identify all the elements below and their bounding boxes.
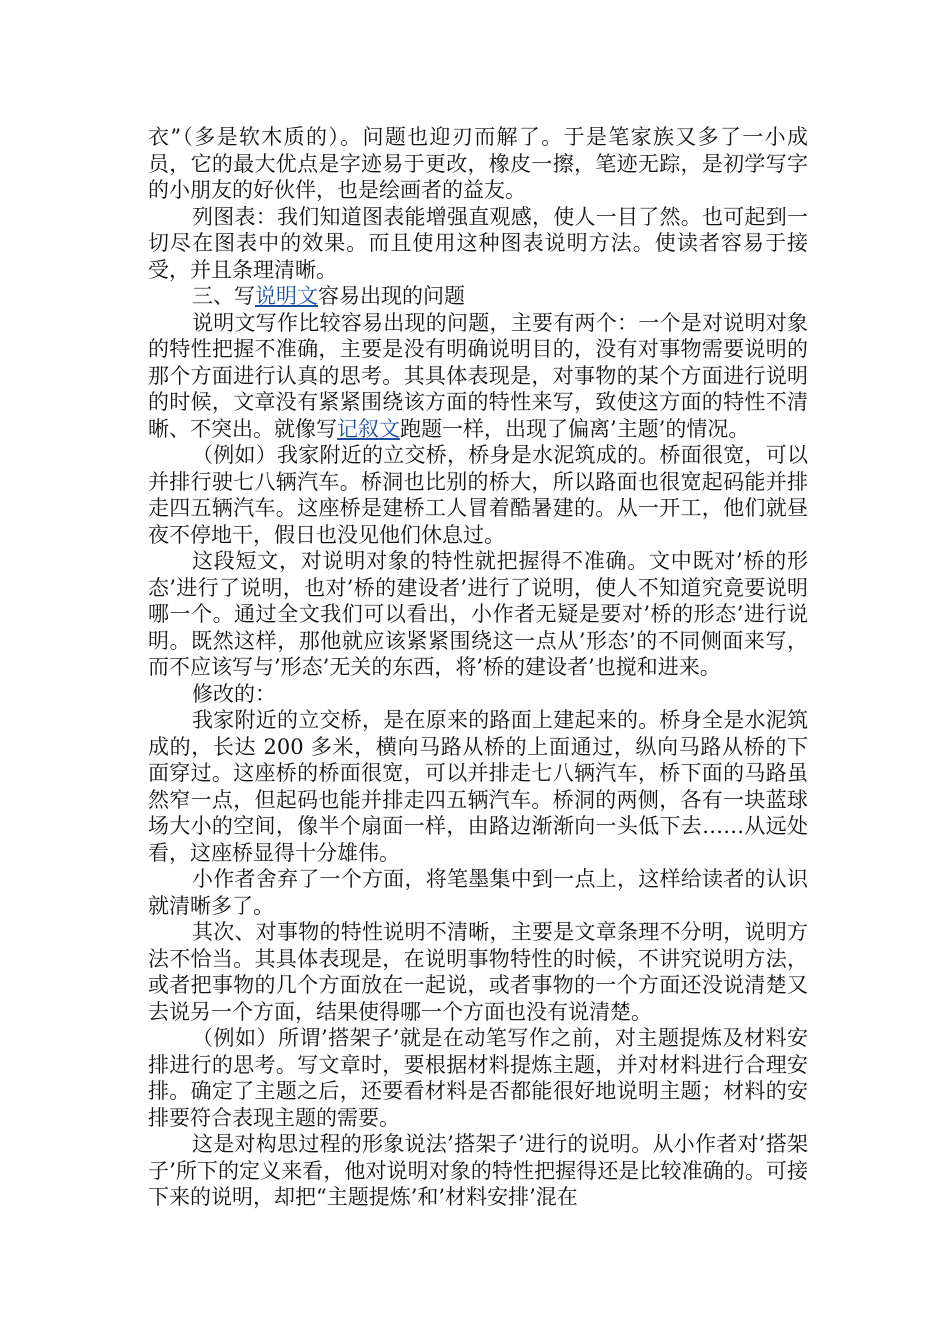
document-page — [148, 124, 808, 1211]
narrative-essay-link[interactable]: 记叙文 — [337, 416, 400, 441]
example-paragraph — [148, 1025, 808, 1131]
paragraph — [148, 681, 808, 708]
paragraph — [148, 548, 808, 681]
paragraph — [148, 310, 808, 443]
revised-example-paragraph — [148, 707, 808, 866]
paragraph-text: 修改的： — [192, 681, 276, 706]
paragraph-text: （例如）所谓’搭架子’就是在动笔写作之前，对主题提炼及材料安排进行的思考。写文章时，要根据材料提炼主题，并对材料进行合理安排。确定了主题之后，还要看材料是否都能很好地说明主题；材料的安排要符合表现主题的需要。 — [148, 1026, 808, 1130]
explanatory-essay-link[interactable]: 说明文 — [255, 284, 318, 308]
paragraph — [148, 124, 808, 204]
example-paragraph — [148, 442, 808, 548]
paragraph-text: 这段短文，对说明对象的特性就把握得不准确。文中既对’桥的形态’进行了说明，也对’桥的建设者’进行了说明，使人不知道究竟要说明哪一个。通过全文我们可以看出，小作者无疑是要对’桥的形态’进行说明。既然这样，那他就应该紧紧围绕这一点从’形态’的不同侧面来写，而不应该写与’形态’无关的东西，将’桥的建设者’也搅和进来。 — [148, 549, 808, 679]
paragraph-text: 小作者舍弃了一个方面，将笔墨集中到一点上，这样给读者的认识就清晰多了。 — [148, 867, 808, 918]
paragraph — [148, 919, 808, 1025]
paragraph-text: 跑题一样，出现了偏离’主题’的情况。 — [400, 416, 750, 441]
paragraph-text: 说明文写作比较容易出现的问题，主要有两个：一个是对说明对象的特性把握不准确，主要是没有明确说明目的，没有对事物需要说明的那个方面进行认真的思考。其具体表现是，对事物的某个方面进行说明的时候，文章没有紧紧围绕该方面的特性来写，致使这方面的特性不清晰、不突出。就像写 — [148, 310, 808, 441]
paragraph-text: 这是对构思过程的形象说法’搭架子’进行的说明。从小作者对’搭架子’所下的定义来看，他对说明对象的特性把握得还是比较准确的。可接下来的说明，却把“主题提炼’和’材料安排’混在 — [148, 1132, 808, 1209]
section-heading — [148, 283, 808, 310]
paragraph-text: 列图表：我们知道图表能增强直观感，使人一目了然。也可起到一切尽在图表中的效果。而且使用这种图表说明方法。使读者容易于接受，并且条理清晰。 — [148, 204, 808, 282]
paragraph — [148, 1131, 808, 1211]
paragraph-text: 我家附近的立交桥，是在原来的路面上建起来的。桥身全是水泥筑成的，长达 200 多米，横向马路从桥的上面通过，纵向马路从桥的下面穿过。这座桥的桥面很宽，可以并排走七八辆汽车，桥下面的马路虽然窄一点，但起码也能并排走四五辆汽车。桥洞的两侧，各有一块蓝球场大小的空间，像半个扇面一样，由路边渐渐向一头低下去……从远处看，这座桥显得十分雄伟。 — [148, 708, 808, 865]
heading-text: 容易出现的问题 — [318, 284, 465, 308]
paragraph — [148, 866, 808, 919]
paragraph-text: 其次、对事物的特性说明不清晰，主要是文章条理不分明，说明方法不恰当。其具体表现是，在说明事物特性的时候，不讲究说明方法，或者把事物的几个方面放在一起说，或者事物的一个方面还没说清楚又去说另一个方面，结果使得哪一个方面也没有说清楚。 — [148, 920, 808, 1024]
paragraph-text: 衣”（多是软木质的）。问题也迎刃而解了。于是笔家族又多了一小成员，它的最大优点是字迹易于更改，橡皮一擦，笔迹无踪，是初学写字的小朋友的好伙伴，也是绘画者的益友。 — [148, 125, 808, 202]
paragraph — [148, 204, 808, 284]
paragraph-text: （例如）我家附近的立交桥，桥身是水泥筑成的。桥面很宽，可以并排行驶七八辆汽车。桥洞也比别的桥大，所以路面也很宽起码能并排走四五辆汽车。这座桥是建桥工人冒着酷暑建的。从一开工，他们就昼夜不停地干，假日也没见他们休息过。 — [148, 443, 808, 547]
heading-text: 三、写 — [192, 284, 255, 308]
